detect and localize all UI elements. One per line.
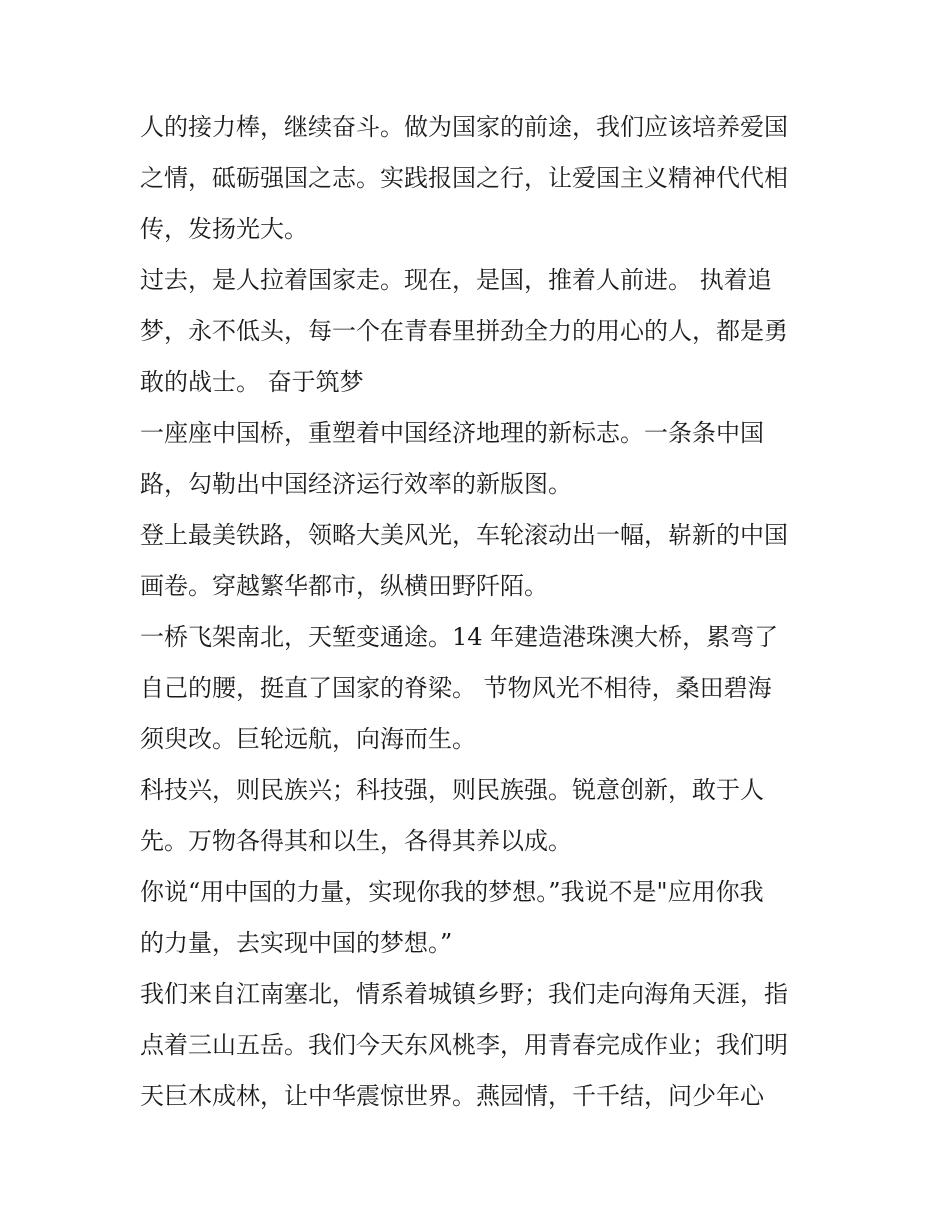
text-line: 传，发扬光大。 [140,215,308,243]
text-line: 一座座中国桥，重塑着中国经济地理的新标志。一条条中国 [140,419,764,447]
text-line: 先。万物各得其和以生，各得其养以成。 [140,827,572,855]
text-line: 登上最美铁路，领略大美风光，车轮滚动出一幅，崭新的中国 [140,521,788,549]
text-line: 天巨木成林，让中华震惊世界。燕园情，千千结，问少年心 [140,1082,764,1110]
text-line: 的力量，去实现中国的梦想。” [140,929,453,957]
text-line: 我们来自江南塞北，情系着城镇乡野；我们走向海角天涯，指 [140,980,788,1008]
text-line: 之情，砥砺强国之志。实践报国之行，让爱国主义精神代代相 [140,164,788,192]
text-line: 一桥飞架南北，天堑变通途。14 年建造港珠澳大桥，累弯了 [140,623,779,651]
text-line: 人的接力棒，继续奋斗。做为国家的前途，我们应该培养爱国 [140,113,788,141]
text-line: 你说“用中国的力量，实现你我的梦想。”我说不是"应用你我 [140,878,764,906]
text-line: 过去，是人拉着国家走。现在，是国，推着人前进。 执着追 [140,266,772,294]
text-line: 须臾改。巨轮远航，向海而生。 [140,725,476,753]
text-line: 自己的腰，挺直了国家的脊梁。 节物风光不相待，桑田碧海 [140,674,772,702]
text-line: 梦，永不低头，每一个在青春里拼劲全力的用心的人，都是勇 [140,317,788,345]
text-line: 点着三山五岳。我们今天东风桃李，用青春完成作业；我们明 [140,1031,788,1059]
text-line: 敢的战士。 奋于筑梦 [140,368,364,396]
text-line: 科技兴，则民族兴；科技强，则民族强。锐意创新，敢于人 [140,776,764,804]
body-text [140,102,830,1122]
text-line: 路，勾勒出中国经济运行效率的新版图。 [140,470,572,498]
text-line: 画卷。穿越繁华都市，纵横田野阡陌。 [140,572,548,600]
